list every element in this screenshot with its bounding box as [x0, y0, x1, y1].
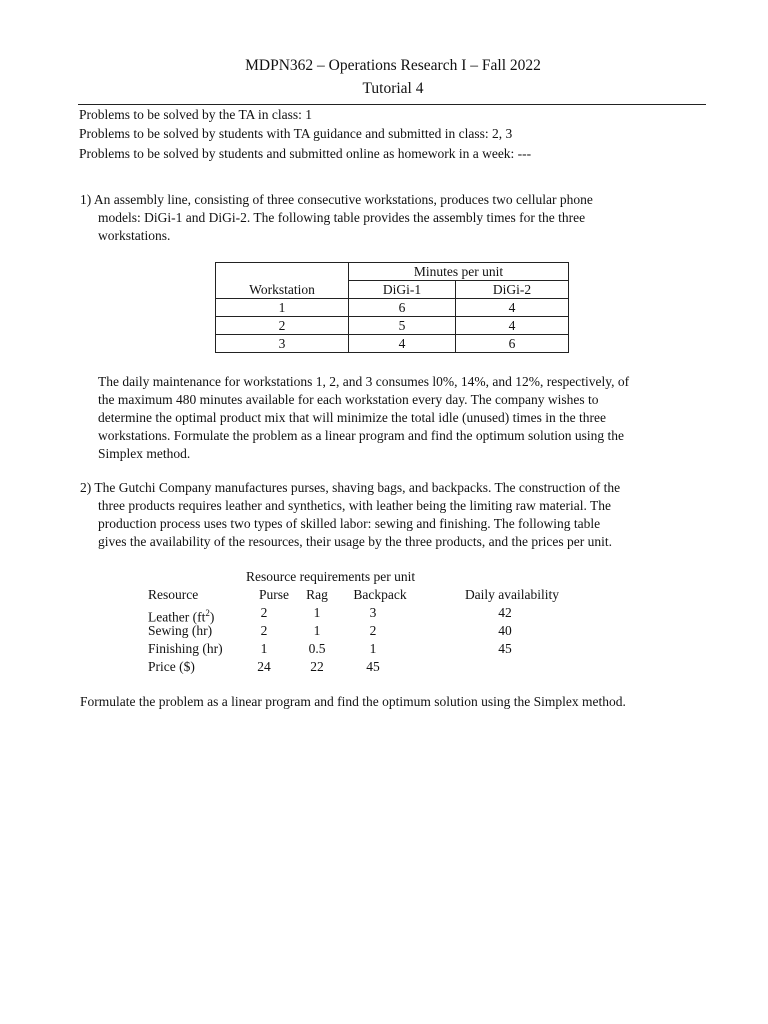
table-corner-cell: [216, 263, 349, 281]
backpack-cell: 2: [369, 623, 377, 638]
problem2-intro: [80, 479, 710, 551]
problem2-intro-line: 2) The Gutchi Company manufactures purses, shaving bags, and backpacks. The construction of the: [80, 480, 621, 495]
purse-cell: 2: [260, 623, 268, 638]
workstation-cell: 1: [216, 299, 349, 317]
digi2-cell: 4: [456, 299, 569, 317]
assignment-line-2: Problems to be solved by students with TA guidance and submitted in class: 2, 3: [79, 126, 513, 141]
digi1-header: DiGi-1: [349, 281, 456, 299]
problem2-intro-line: production process uses two types of skilled labor: sewing and finishing. The following table: [98, 516, 601, 531]
leather-label-end: ): [209, 609, 215, 625]
minutes-per-unit-table: [215, 262, 569, 353]
digi1-cell: 6: [349, 299, 456, 317]
backpack-header: Backpack: [353, 587, 407, 602]
table-row: [216, 335, 569, 353]
resource-label-finishing: Finishing (hr): [148, 641, 223, 656]
assignment-line-3: Problems to be solved by students and submitted online as homework in a week: ---: [79, 146, 532, 161]
availability-cell: 40: [498, 623, 512, 638]
purse-header: Purse: [259, 587, 289, 602]
resource-table: [0, 568, 768, 688]
problem1-intro-line-1: 1) An assembly line, consisting of three consecutive workstations, produces two cellular phone: [80, 192, 593, 207]
problem1-intro-line-3: workstations.: [98, 228, 171, 243]
problem1-body-line: determine the optimal product mix that will minimize the total idle (unused) times in the three: [98, 410, 606, 425]
page-title: MDPN362 – Operations Research I – Fall 2022: [245, 57, 541, 74]
problem1-body-line: the maximum 480 minutes available for each workstation every day. The company wishes to: [98, 392, 599, 407]
resource-label-sewing: Sewing (hr): [148, 623, 213, 638]
daily-availability-header: Daily availability: [464, 587, 560, 602]
backpack-cell: 3: [369, 605, 377, 620]
problem2-intro-line: three products requires leather and synthetics, with leather being the limiting raw material. The: [98, 498, 611, 513]
problem2-closing: Formulate the problem as a linear program and find the optimum solution using the Simplex method.: [80, 694, 626, 709]
digi2-header: DiGi-2: [456, 281, 569, 299]
digi2-cell: 6: [456, 335, 569, 353]
workstation-header: Workstation: [216, 281, 349, 299]
workstation-cell: 2: [216, 317, 349, 335]
purse-cell: 24: [257, 659, 271, 674]
problem1-intro-line-2: models: DiGi-1 and DiGi-2. The following table provides the assembly times for the three: [98, 210, 586, 225]
problem1-body: [98, 373, 692, 463]
assignment-line-1: Problems to be solved by the TA in class: 1: [79, 107, 313, 122]
digi2-cell: 4: [456, 317, 569, 335]
minutes-per-unit-header: Minutes per unit: [349, 263, 569, 281]
rag-cell: 22: [310, 659, 324, 674]
backpack-cell: 45: [366, 659, 380, 674]
digi1-cell: 4: [349, 335, 456, 353]
problem1-body-line: Simplex method.: [98, 446, 191, 461]
resource-header: Resource: [148, 587, 199, 602]
purse-cell: 2: [260, 605, 268, 620]
problem2-intro-line: gives the availability of the resources, their usage by the three products, and the prices per unit.: [98, 534, 612, 549]
leather-label-text: Leather (ft: [148, 609, 206, 625]
availability-cell: 45: [498, 641, 512, 656]
header-rule: [78, 104, 706, 105]
purse-cell: 1: [260, 641, 268, 656]
resource-requirements-header: Resource requirements per unit: [246, 569, 416, 584]
table-row: [216, 317, 569, 335]
problem1-intro: [80, 191, 710, 245]
page-subtitle: Tutorial 4: [362, 80, 424, 97]
rag-cell: 0.5: [308, 641, 326, 656]
rag-header: Rag: [306, 587, 328, 602]
problem1-body-line: The daily maintenance for workstations 1, 2, and 3 consumes l0%, 14%, and 12%, respectively, of: [98, 374, 630, 389]
rag-cell: 1: [313, 605, 321, 620]
rag-cell: 1: [313, 623, 321, 638]
backpack-cell: 1: [369, 641, 377, 656]
table-row: [216, 299, 569, 317]
resource-label-price: Price ($): [148, 659, 195, 674]
problem1-body-line: workstations. Formulate the problem as a linear program and find the optimum solution using the: [98, 428, 625, 443]
availability-cell: 42: [498, 605, 512, 620]
workstation-cell: 3: [216, 335, 349, 353]
digi1-cell: 5: [349, 317, 456, 335]
leather-label-sup: 2: [205, 608, 210, 618]
